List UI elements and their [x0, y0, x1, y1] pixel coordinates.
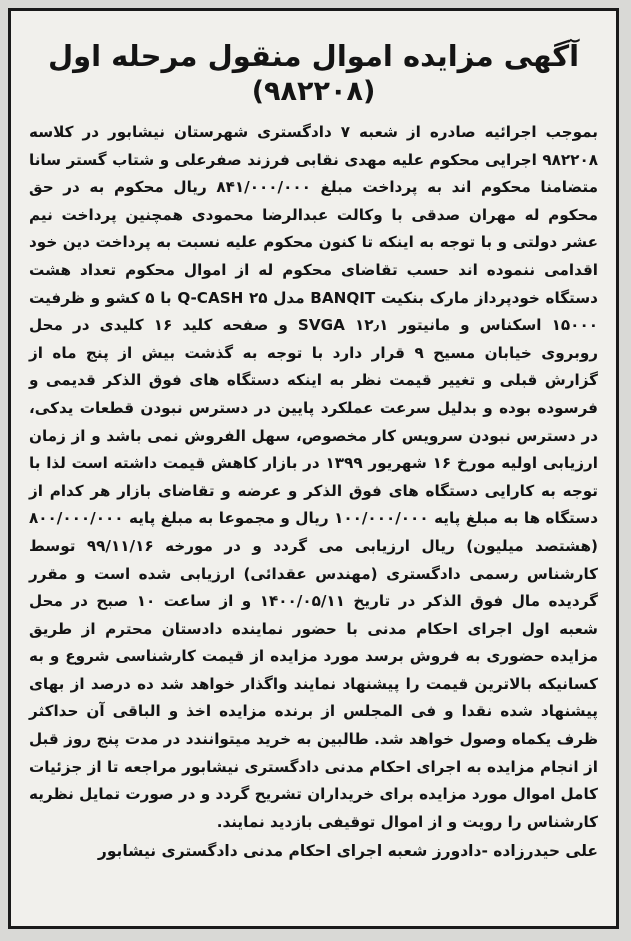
notice-title: آگهی مزایده اموال منقول مرحله اول — [47, 39, 580, 73]
notice-body: بموجب اجرائیه صادره از شعبه ۷ دادگستری شهرستان نیشابور در کلاسه ۹۸۲۲۰۸ اجرایی محکوم علیه مهدی نقابی فرزند صفرعلی و شتاب گستر سانا متضامنا محکوم اند به پرداخت مبلغ ۸۴۱/۰۰۰/۰۰۰ ریال محکوم به در حق محکوم له مهران صدقی با وکالت عبدالرضا محمودی همچنین پرداخت نیم عشر دولتی و با توجه به اینکه تا کنون محکوم علیه نسبت به پرداخت دین خود اقدامی ننموده اند حسب تقاضای محکوم له از اموال محکوم تعداد هشت دستگاه خودپرداز مارک بنکیت BANQIT مدل Q-CASH ۲۵ با ۵ کشو و ظرفیت ۱۵۰۰۰ اسکناس و مانیتور ۱۲٫۱ SVGA و صفحه کلید ۱۶ کلیدی در محل روبروی خیابان مسیح ۹ قرار دارد با توجه به گذشت بیش از پنج ماه از گزارش قبلی و تغییر قیمت نظر به اینکه دستگاه های فوق الذکر قدیمی و فرسوده بوده و بدلیل سرعت عملکرد پایین در دسترس نبودن قطعات یدکی، در دسترس نبودن سرویس کار مخصوص، سهل الفروش نمی باشد و از زمان ارزیابی اولیه مورخ ۱۶ شهریور ۱۳۹۹ در بازار کاهش قیمت داشته است لذا با توجه به کارایی دستگاه های فوق الذکر و عرضه و تقاضای بازار هر کدام از دستگاه ها به مبلغ پایه ۱۰۰/۰۰۰/۰۰۰ ریال و مجموعا به مبلغ پایه ۸۰۰/۰۰۰/۰۰۰ (هشتصد میلیون) ریال ارزیابی می گردد و در مورخه ۹۹/۱۱/۱۶ توسط کارشناس رسمی دادگستری (مهندس عقدائی) ارزیابی شده است و مقرر گردیده مال فوق الذکر در تاریخ ۱۴۰۰/۰۵/۱۱ و از ساعت ۱۰ صبح در محل شعبه اول اجرای احکام مدنی با حضور نماینده دادستان محترم از طریق مزایده حضوری به فروش برسد مورد مزایده از قیمت کارشناسی شروع و به کسانیکه بالاترین قیمت را پیشنهاد نمایند واگذار خواهد شد ده درصد از بهای پیشنهاد شده نقدا و فی المجلس از برنده مزایده اخذ و الباقی آن حداکثر ظرف یکماه وصول خواهد شد. طالبین به خرید میتوانندد در مدت پنج روز قبل از انجام مزایده به اجرای احکام مدنی دادگستری نیشابور مراجعه تا از جزئیات کامل اموال مورد مزایده برای خریداران تشریح گردد و در صورت تمایل نظریه کارشناس را رویت و از اموال توقیفی بازدید نمایند. — [29, 123, 599, 831]
notice-signature: علی حیدرزاده -دادورز شعبه اجرای احکام مدنی دادگستری نیشابور — [97, 842, 598, 861]
notice-code: (۹۸۲۲۰۸) — [251, 76, 376, 107]
auction-notice — [8, 8, 619, 929]
